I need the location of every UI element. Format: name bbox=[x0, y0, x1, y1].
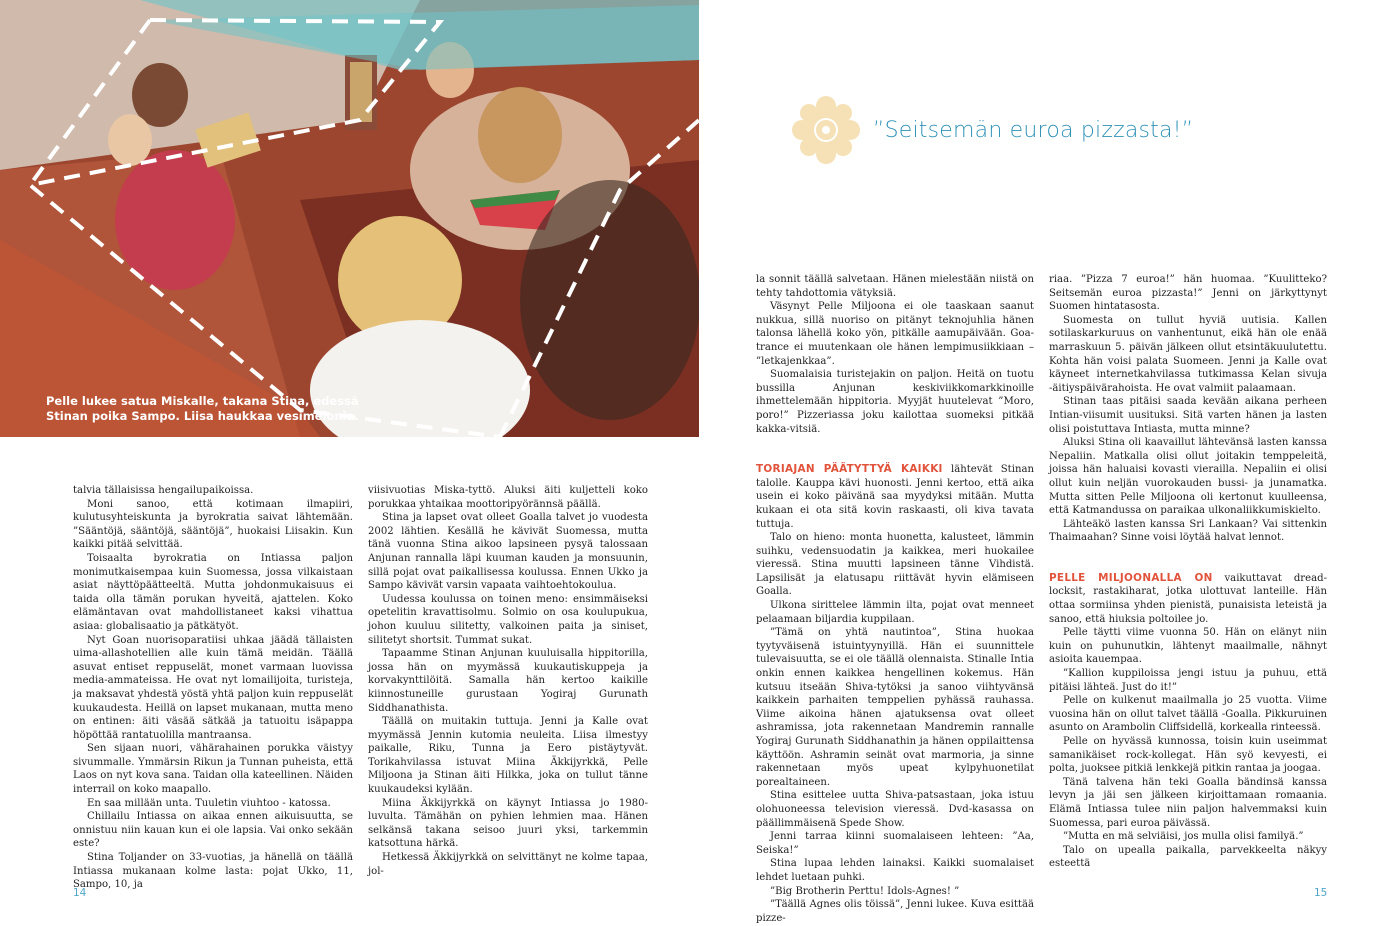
column-2 bbox=[368, 484, 648, 878]
paragraph: Jenni tarraa kiinni suomalaiseen lehteen: ”Aa, Seiska!” bbox=[756, 831, 1034, 856]
caption-line: Stinan poika Sampo. Liisa haukkaa vesimelonia. bbox=[46, 409, 359, 423]
paragraph: Ulkona sirittelee lämmin ilta, pojat ovat menneet pelaamaan biljardia kuppilaan. bbox=[756, 600, 1034, 625]
column-4 bbox=[1049, 273, 1327, 871]
flower-ornament-icon bbox=[789, 93, 863, 167]
paragraph: Nyt Goan nuorisoparatiisi uhkaa jäädä tällaisten uima-allashotellien alle kuin tämä meidän. Täällä asuvat entiset reppuselät, monet varmaan luovissa media-ammateissa. He ovat nyt lomailijoita, turisteja, ja maksavat yhdestä yöstä yhtä paljon kuin reppuselät kuukaudesta. Heillä on lapset mukanaan, mutta meno on entinen: äiti väsää sätkää ja tatuoitu isäpappa höpöttää rantatuolilla mantraansa. bbox=[73, 634, 353, 741]
photo-caption bbox=[46, 394, 406, 424]
page-number-left: 14 bbox=[73, 887, 87, 899]
paragraph: la sonnit täällä salvetaan. Hänen mielestään niistä on tehty tahdottomia vätyksiä. bbox=[756, 274, 1034, 299]
paragraph-text: lähtevät Stinan talolle. Kauppa kävi huonosti. Jenni kertoo, että aika usein ei koko päivänä saa myydyksi mitään. Mutta kukaan ei ota sitä kovin raskaasti, oli kiva tavata tuttuja. bbox=[756, 464, 1034, 530]
paragraph bbox=[756, 463, 1034, 531]
paragraph: Pelle on hyvässä kunnossa, toisin kuin useimmat samanikäiset rock-kollegat. Hän syö kevyesti, ei polta, juoksee pitkiä lenkkejä pitkin rantaa ja joogaa. bbox=[1049, 736, 1327, 775]
column-3 bbox=[756, 273, 1034, 925]
paragraph: Pelle on kulkenut maailmalla jo 25 vuotta. Viime vuosina hän on ollut talvet täällä -Goalla. Pikkuruinen asunto on Arambolin Cliffsidellä, korkealla rinteessä. bbox=[1049, 695, 1327, 734]
paragraph: Lähteäkö lasten kanssa Sri Lankaan? Vai sittenkin Thaimaahan? Sinne voisi löytää halvat lennot. bbox=[1049, 518, 1327, 544]
paragraph: En saa millään unta. Tuuletin viuhtoo - katossa. bbox=[87, 797, 331, 809]
paragraph: Suomesta on tullut hyviä uutisia. Kallen sotilaskarkuruus on vanhentunut, eikä hän ole enää marraskuun 5. päivän jälkeen ollut etsintäkuulutettu. Kohta hän voisi palata Suomeen. Jenni ja Kalle ovat käyneet internetkahvilassa tutkimassa Kelan sivuja -äitiyspäivärahoista. He ovat valmiit palaamaan. bbox=[1049, 314, 1327, 394]
photo-illustration bbox=[0, 0, 699, 437]
paragraph: Miina Äkkijyrkkä on käynyt Intiassa jo 1980-luvulta. Tämähän on pyhien lehmien maa. Hänen selkänsä takana seisoo juuri yksi, tarkemmin katsottuna härkä. bbox=[368, 797, 648, 850]
paragraph: Pelle täytti viime vuonna 50. Hän on elänyt niin kuin on puhunutkin, lähtenyt maailmalle, nähnyt asioita kauempaa. bbox=[1049, 627, 1327, 666]
paragraph-text: vaikuttavat dread-locksit, rastakiharat, jotka ulottuvat lanteille. Hän ottaa sormiinsa yhden pienistä, punaisista leteistä ja sanoo, että hiuksia poltoilee jo. bbox=[1049, 572, 1327, 625]
paragraph: Toisaalta byrokratia on Intiassa paljon monimutkaisempaa kuin Suomessa, jossa vilkaistaan asiat näyttöpäätteeltä. Mutta johdonmukaisuus ei taida olla tämän porukan hyveitä, ajattelen. Koko elämäntavan ovat mahdollistaneet kaksi vihattua asiaa: globalisaatio ja pätkätyöt. bbox=[73, 552, 353, 632]
paragraph: ”Kallion kuppiloissa jengi istuu ja puhuu, että pitäisi lähteä. Just do it!” bbox=[1049, 668, 1327, 693]
photo bbox=[0, 0, 699, 437]
section-lead-in: TORIAJAN PÄÄTYTTYÄ KAIKKI bbox=[756, 463, 943, 476]
paragraph: ”Big Brotherin Perttu! Idols-Agnes! ” bbox=[770, 885, 960, 897]
section-lead-in: PELLE MILJOONALLA ON bbox=[1049, 571, 1213, 584]
paragraph: talvia tällaisissa hengailupaikoissa. bbox=[73, 485, 254, 496]
caption-line: Pelle lukee satua Miskalle, takana Stina, edessä bbox=[46, 394, 359, 408]
paragraph: ”Mutta en mä selviäisi, jos mulla olisi familyä.” bbox=[1063, 831, 1304, 843]
paragraph: ”Tämä on yhtä nautintoa”, Stina huokaa tyytyväisenä istuintyynyillä. Hän ei suunnittele tulevaisuutta, se ei ole täällä olennaista. Stinalle Intia onkin ennen kaikkea hengellinen kokemus. Hän kutsuu itseään Shiva-tytöksi ja sanoo viihtyvänsä kaikkein parhaiten temppelien pyhässä rauhassa. Viime aikoina hänen ajatuksensa ovat olleet ashramissa, jota rakennetaan Mandremin rannalle Yogiraj Gurunath Siddhanathin ja hänen oppilaittensa käyttöön. Ashramin seinät ovat marmoria, ja sinne rakennetaan myös upeat kylpyhuonetilat porealtaineen. bbox=[756, 627, 1034, 788]
paragraph: Stina Toljander on 33-vuotias, ja hänellä on täällä Intiassa mukanaan kolme lasta: pojat Ukko, 11, Sampo, 10, ja bbox=[73, 852, 353, 891]
paragraph: viisivuotias Miska-tyttö. Aluksi äiti kuljetteli koko porukkaa yhtaikaa moottoripyörännsä päällä. bbox=[368, 485, 648, 510]
paragraph: Stina ja lapset ovat olleet Goalla talvet jo vuodesta 2002 lähtien. Kesällä he kävivät Suomessa, mutta tänä vuonna Stina aikoo lapsineen pysyä talossaan Anjunan rannalla läpi kuuman kauden ja monsuunin, sillä pojat ovat paikallisessa koulussa. Ennen Ukko ja Sampo kävivät varsin vapaata vaihtoehtokoulua. bbox=[368, 512, 648, 592]
paragraph: Tänä talvena hän teki Goalla bändinsä kanssa levyn ja jäi sen jälkeen kirjoittamaan romaania. Elämä Intiassa tulee niin paljon halvemmaksi kuin Suomessa, pari euroa päivässä. bbox=[1049, 776, 1327, 829]
paragraph: Uudessa koulussa on toinen meno: ensimmäiseksi opetelitin kravattisolmu. Solmio on osa koulupukua, johon kuuluu silitetty, valkoinen paita ja siniset, silitetyt shortsit. Tummat sukat. bbox=[368, 593, 648, 646]
paragraph bbox=[1049, 572, 1327, 626]
paragraph: Hetkessä Äkkijyrkkä on selvittänyt ne kolme tapaa, jol- bbox=[368, 852, 648, 877]
paragraph: Moni sanoo, että kotimaan ilmapiiri, kulutusyhteiskunta ja byrokratia saivat lähtemään. ”Sääntöjä, sääntöjä, sääntöjä”, huokaisi Liisakin. Kun kaikki pitää selvittää. bbox=[73, 498, 353, 551]
column-1 bbox=[73, 484, 353, 892]
paragraph: Väsynyt Pelle Miljoona ei ole taaskaan saanut nukkua, sillä nuoriso on pitänyt teknojuhlia hänen talonsa lähellä koko yön, pitkälle aamupäivään. Goa-trance ei muutenkaan ole hänen lempimusiikkiaan – ”letkajenkkaa”. bbox=[756, 301, 1034, 367]
paragraph: Täällä on muitakin tuttuja. Jenni ja Kalle ovat myymässä Jennin kutomia neuleita. Liisa ilmestyy paikalle, Riku, Tunna ja Eero pistäytyvät. Torikahvilassa istuvat Miina Äkkijyrkkä, Pelle Miljoona ja Stinan äiti Hilkka, joka on tullut tänne kuukaudeksi kylään. bbox=[368, 716, 648, 796]
paragraph: Chillailu Intiassa on aikaa ennen aikuisuutta, se onnistuu niin kauan kun ei ole lapsia. Vai onko sekään este? bbox=[73, 811, 353, 850]
paragraph: Talo on hieno: monta huonetta, kalusteet, lämmin suihku, vedensuodatin ja kaikkea, meri huokailee vieressä. Stina muutti lapsineen tänne Vihdistä. Lapsilisät ja elatusapu riittävät hyvin elämiseen Goalla. bbox=[756, 532, 1034, 598]
paragraph: riaa. ”Pizza 7 euroa!” hän huomaa. ”Kuulitteko? Seitsemän euroa pizzasta!” Jenni on järkyttynyt Suomen hintatasosta. bbox=[1049, 274, 1327, 313]
paragraph: Stinan taas pitäisi saada kevään aikana perheen Intian-viisumit uusituksi. Sitä varten hänen ja lasten olisi poistuttava Intiasta, mutta minne? bbox=[1049, 396, 1327, 435]
pull-quote: ”Seitsemän euroa pizzasta!” bbox=[873, 118, 1194, 143]
paragraph: ”Täällä Agnes olis töissä”, Jenni lukee. Kuva esittää pizze- bbox=[756, 899, 1034, 924]
paragraph: Suomalaisia turistejakin on paljon. Heitä on tuotu bussilla Anjunan keskiviikkomarkkinoille ihmettelemään hippitoria. Myyjät huutelevat ”Moro, poro!” Pizzeriassa joku kailottaa suomeksi pitkää kakka-vitsiä. bbox=[756, 369, 1034, 435]
paragraph: Sen sijaan nuori, vähärahainen porukka väistyy sivummalle. Ymmärsin Rikun ja Tunnan puheista, että Laos on nyt kova sana. Taidan olla kateellinen. Näiden interrail on koko maapallo. bbox=[73, 743, 353, 796]
paragraph: Stina lupaa lehden lainaksi. Kaikki suomalaiset lehdet luetaan puhki. bbox=[756, 858, 1034, 883]
paragraph: Aluksi Stina oli kaavaillut lähtevänsä lasten kanssa Nepaliin. Matkalla olisi ollut joitakin temppeleitä, joissa hän haluaisi kovasti vierailla. Nepaliin ei olisi ollut kuin neljän vuorokauden bussi- ja junamatka. Mutta sitten Pelle Miljoona oli kertonut kuulleensa, että Katmandussa on paraikaa ulkonaliikkumiskielto. bbox=[1049, 437, 1327, 517]
paragraph: Talo on upealla paikalla, parvekkeelta näkyy esteettä bbox=[1049, 844, 1327, 870]
paragraph: Tapaamme Stinan Anjunan kuuluisalla hippitorilla, jossa hän on myymässä kuukautiskuppeja ja korvakynttilöitä. Samalla hän kertoo kaikille kiinnostuneille gurustaan Yogiraj Gurunath Siddhanathista. bbox=[368, 648, 648, 714]
paragraph: Stina esittelee uutta Shiva-patsastaan, joka istuu olohuoneessa television vieressä. Dvd-kasassa on päällimmäisenä Spede Show. bbox=[756, 790, 1034, 829]
page-number-right: 15 bbox=[1314, 887, 1328, 899]
